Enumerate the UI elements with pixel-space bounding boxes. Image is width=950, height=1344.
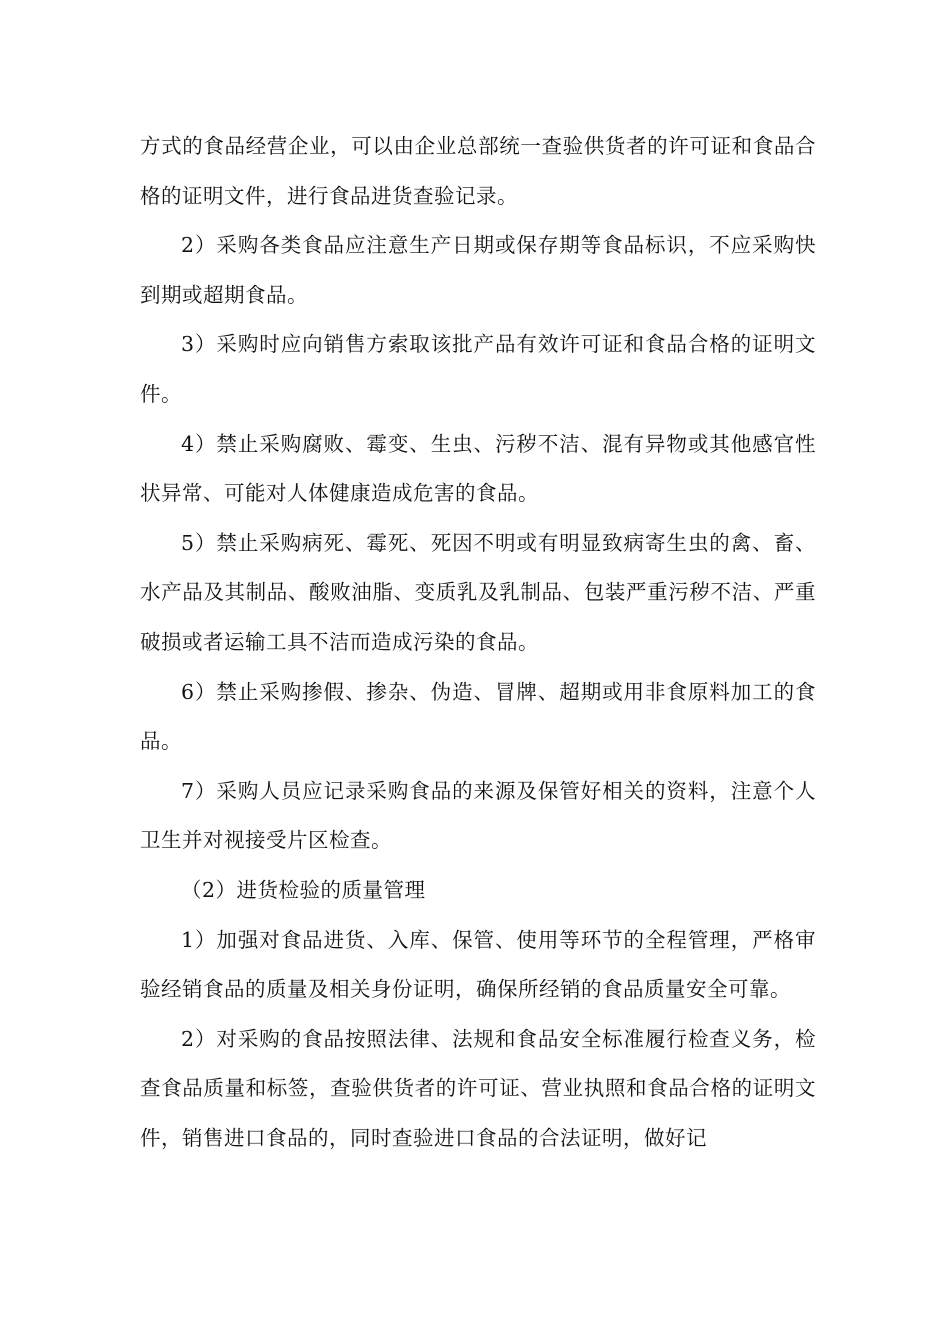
paragraph-continuation: 方式的食品经营企业，可以由企业总部统一查验供货者的许可证和食品合格的证明文件，进行食品进货查验记录。 [140,134,816,208]
paragraph-item-2: 2）采购各类食品应注意生产日期或保存期等食品标识，不应采购快到期或超期食品。 [140,233,816,307]
paragraph-item-6: 6）禁止采购掺假、掺杂、伪造、冒牌、超期或用非食原料加工的食品。 [140,679,816,754]
paragraph-inspection-1: 1）加强对食品进货、入库、保管、使用等环节的全程管理，严格审验经销食品的质量及相关身份证明，确保所经销的食品质量安全可靠。 [140,927,816,1002]
paragraph-item-4: 4）禁止采购腐败、霉变、生虫、污秽不洁、混有异物或其他感官性状异常、可能对人体健康造成危害的食品。 [140,431,816,506]
document-body [140,122,816,1163]
paragraph-item-5: 5）禁止采购病死、霉死、死因不明或有明显致病寄生虫的禽、畜、水产品及其制品、酸败油脂、变质乳及乳制品、包装严重污秽不洁、严重破损或者运输工具不洁而造成污染的食品。 [140,530,816,654]
paragraph-item-3: 3）采购时应向销售方索取该批产品有效许可证和食品合格的证明文件。 [140,332,816,406]
section-heading: （2）进货检验的质量管理 [181,877,426,902]
paragraph-item-7: 7）采购人员应记录采购食品的来源及保管好相关的资料，注意个人卫生并对视接受片区检查。 [140,778,816,853]
paragraph-inspection-2: 2）对采购的食品按照法律、法规和食品安全标准履行检查义务，检查食品质量和标签，查验供货者的许可证、营业执照和食品合格的证明文件，销售进口食品的，同时查验进口食品的合法证明，做好记 [140,1026,816,1150]
